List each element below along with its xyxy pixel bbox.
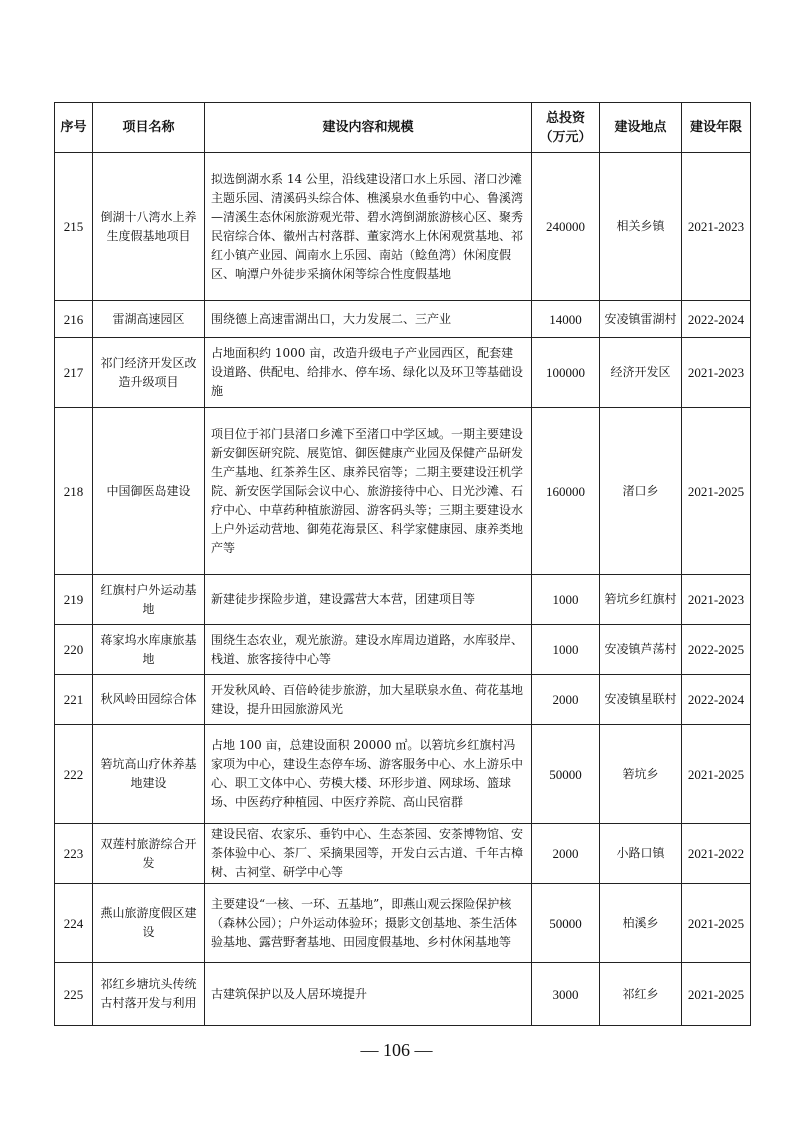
cell-years: 2021-2023 [682, 338, 751, 408]
cell-no: 215 [55, 153, 93, 301]
table-row [55, 625, 751, 675]
cell-name: 祁红乡塘坑头传统古村落开发与利用 [93, 963, 205, 1026]
cell-no: 220 [55, 625, 93, 675]
cell-name: 红旗村户外运动基地 [93, 575, 205, 625]
cell-years: 2022-2024 [682, 301, 751, 338]
cell-content: 开发秋风岭、百倍岭徒步旅游，加大星联泉水鱼、荷花基地建设，提升田园旅游风光 [205, 675, 532, 725]
cell-no: 224 [55, 884, 93, 963]
table-row [55, 824, 751, 884]
cell-investment: 14000 [532, 301, 600, 338]
cell-name: 中国御医岛建设 [93, 408, 205, 575]
cell-location: 相关乡镇 [600, 153, 682, 301]
cell-content: 占地 100 亩，总建设面积 20000 ㎡。以箬坑乡红旗村冯家项为中心，建设生态停车场、游客服务中心、水上游乐中心、职工文体中心、劳模大楼、环形步道、网球场、篮球场、中医药疗种植园、中医疗养院、高山民宿群 [205, 725, 532, 824]
cell-years: 2021-2025 [682, 884, 751, 963]
cell-no: 217 [55, 338, 93, 408]
cell-name: 蒋家坞水库康旅基地 [93, 625, 205, 675]
header-content: 建设内容和规模 [205, 103, 532, 153]
cell-name: 双莲村旅游综合开发 [93, 824, 205, 884]
table-row [55, 338, 751, 408]
cell-investment: 2000 [532, 675, 600, 725]
cell-location: 箬坑乡红旗村 [600, 575, 682, 625]
cell-investment: 240000 [532, 153, 600, 301]
cell-location: 柏溪乡 [600, 884, 682, 963]
cell-location: 箬坑乡 [600, 725, 682, 824]
cell-no: 222 [55, 725, 93, 824]
cell-years: 2022-2024 [682, 675, 751, 725]
cell-investment: 50000 [532, 725, 600, 824]
page-number: — 106 — [360, 1040, 433, 1060]
table-row [55, 408, 751, 575]
header-years: 建设年限 [682, 103, 751, 153]
header-name: 项目名称 [93, 103, 205, 153]
cell-years: 2021-2022 [682, 824, 751, 884]
cell-location: 渚口乡 [600, 408, 682, 575]
cell-content: 拟选倒湖水系 14 公里，沿线建设渚口水上乐园、渚口沙滩主题乐园、清溪码头综合体、樵溪泉水鱼垂钓中心、鲁溪湾—清溪生态休闲旅游观光带、碧水湾倒湖旅游核心区、聚秀民宿综合体、徽州古村落群、董家湾水上休闲观赏基地、祁红小镇产业园、阊南水上乐园、南站（鲶鱼湾）休闲度假区、响潭户外徒步采摘休闲等综合性度假基地 [205, 153, 532, 301]
cell-name: 倒湖十八湾水上养生度假基地项目 [93, 153, 205, 301]
cell-name: 箬坑高山疗休养基地建设 [93, 725, 205, 824]
cell-location: 安凌镇雷湖村 [600, 301, 682, 338]
cell-investment: 100000 [532, 338, 600, 408]
cell-years: 2021-2025 [682, 408, 751, 575]
table-row [55, 725, 751, 824]
cell-no: 223 [55, 824, 93, 884]
table-row [55, 575, 751, 625]
cell-no: 225 [55, 963, 93, 1026]
cell-no: 221 [55, 675, 93, 725]
cell-years: 2021-2023 [682, 153, 751, 301]
cell-content: 围绕德上高速雷湖出口，大力发展二、三产业 [205, 301, 532, 338]
cell-content: 主要建设“一核、一环、五基地”，即燕山观云探险保护核（森林公园）；户外运动体验环；摄影文创基地、茶生活体验基地、露营野奢基地、田园度假基地、乡村休闲基地等 [205, 884, 532, 963]
cell-content: 新建徒步探险步道，建设露营大本营，团建项目等 [205, 575, 532, 625]
header-no: 序号 [55, 103, 93, 153]
table-row [55, 301, 751, 338]
cell-investment: 2000 [532, 824, 600, 884]
cell-years: 2021-2025 [682, 963, 751, 1026]
cell-content: 建设民宿、农家乐、垂钓中心、生态茶园、安茶博物馆、安茶体验中心、茶厂、采摘果园等，开发白云古道、千年古樟树、古祠堂、研学中心等 [205, 824, 532, 884]
header-location: 建设地点 [600, 103, 682, 153]
table-header-row [55, 103, 751, 153]
cell-years: 2021-2023 [682, 575, 751, 625]
cell-content: 项目位于祁门县渚口乡滩下至渚口中学区域。一期主要建设新安御医研究院、展览馆、御医健康产业园及保健产品研发生产基地、红茶养生区、康养民宿等；二期主要建设汪机学院、新安医学国际会议中心、旅游接待中心、日光沙滩、石疗中心、中草药种植旅游园、游客码头等；三期主要建设水上户外运动营地、御苑花海景区、科学家健康园、康养类地产等 [205, 408, 532, 575]
cell-investment: 3000 [532, 963, 600, 1026]
cell-name: 秋风岭田园综合体 [93, 675, 205, 725]
cell-years: 2022-2025 [682, 625, 751, 675]
cell-name: 雷湖高速园区 [93, 301, 205, 338]
cell-no: 219 [55, 575, 93, 625]
cell-location: 经济开发区 [600, 338, 682, 408]
cell-no: 218 [55, 408, 93, 575]
cell-investment: 50000 [532, 884, 600, 963]
table-row [55, 963, 751, 1026]
header-investment: 总投资（万元） [532, 103, 600, 153]
cell-location: 安凌镇芦荡村 [600, 625, 682, 675]
cell-years: 2021-2025 [682, 725, 751, 824]
cell-location: 祁红乡 [600, 963, 682, 1026]
cell-investment: 1000 [532, 575, 600, 625]
cell-name: 燕山旅游度假区建设 [93, 884, 205, 963]
cell-investment: 160000 [532, 408, 600, 575]
cell-location: 安凌镇星联村 [600, 675, 682, 725]
cell-location: 小路口镇 [600, 824, 682, 884]
cell-content: 围绕生态农业，观光旅游。建设水库周边道路，水库驳岸、栈道、旅客接待中心等 [205, 625, 532, 675]
cell-no: 216 [55, 301, 93, 338]
cell-name: 祁门经济开发区改造升级项目 [93, 338, 205, 408]
project-table [54, 102, 751, 1026]
cell-content: 占地面积约 1000 亩，改造升级电子产业园西区，配套建设道路、供配电、给排水、停车场、绿化以及环卫等基础设施 [205, 338, 532, 408]
cell-content: 古建筑保护以及人居环境提升 [205, 963, 532, 1026]
table-row [55, 884, 751, 963]
table-row [55, 675, 751, 725]
cell-investment: 1000 [532, 625, 600, 675]
table-row [55, 153, 751, 301]
